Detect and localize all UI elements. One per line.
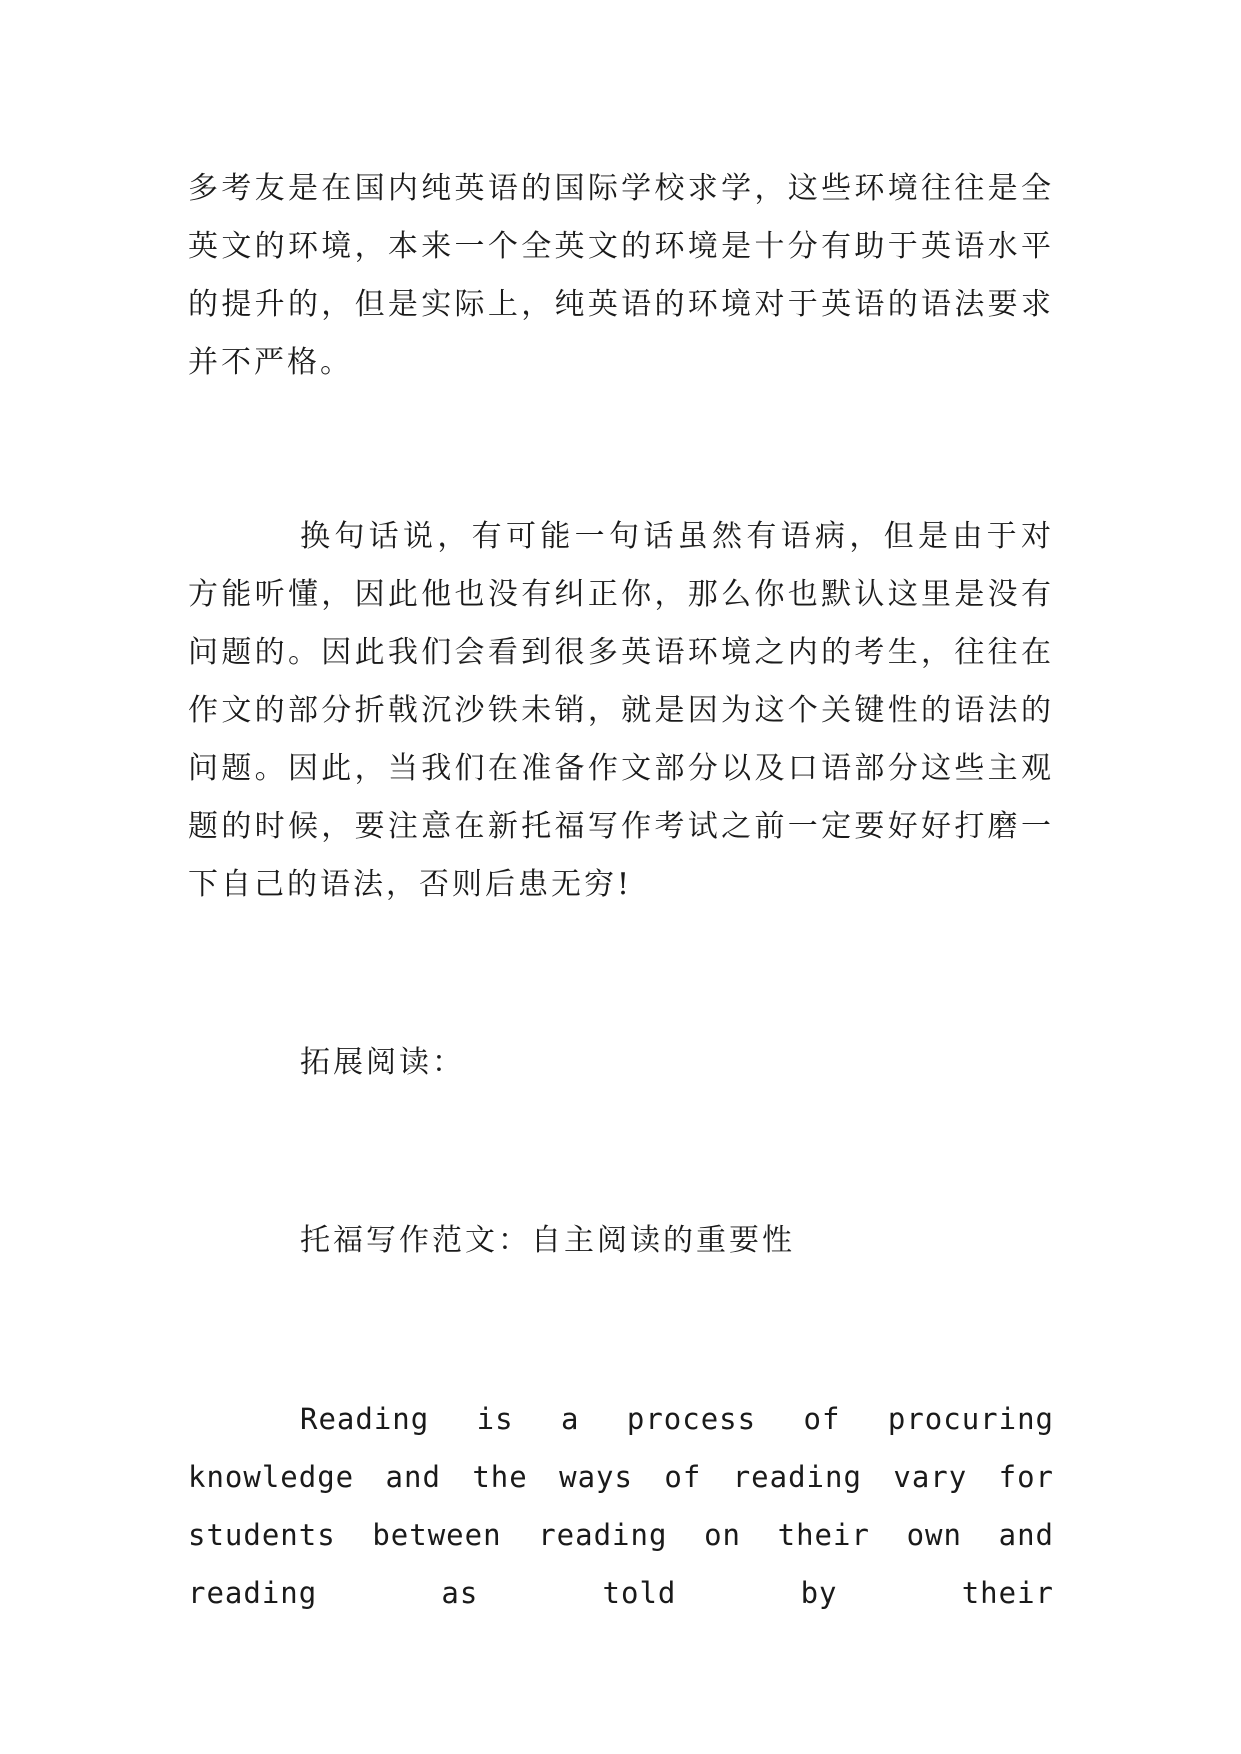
paragraph-grammar-issue: 换句话说，有可能一句话虽然有语病，但是由于对方能听懂，因此他也没有纠正你，那么你也默认这里是没有问题的。因此我们会看到很多英语环境之内的考生，往往在作文的部分折戟沉沙铁未销，就是因为这个关键性的语法的问题。因此，当我们在准备作文部分以及口语部分这些主观题的时候，要注意在新托福写作考试之前一定要好好打磨一下自己的语法，否则后患无穷! (188, 519, 1054, 902)
sample-essay-body: Reading is a process of procuring knowledge and the ways of reading vary for students between reading on their own and reading as told by their (188, 1402, 1054, 1610)
paragraph-intro-continuation: 多考友是在国内纯英语的国际学校求学，这些环境往往是全英文的环境，本来一个全英文的环境是十分有助于英语水平的提升的，但是实际上，纯英语的环境对于英语的语法要求并不严格。 (188, 171, 1054, 380)
sample-essay-title: 托福写作范文：自主阅读的重要性 (300, 1223, 795, 1258)
extended-reading-heading: 拓展阅读： (300, 1045, 465, 1080)
